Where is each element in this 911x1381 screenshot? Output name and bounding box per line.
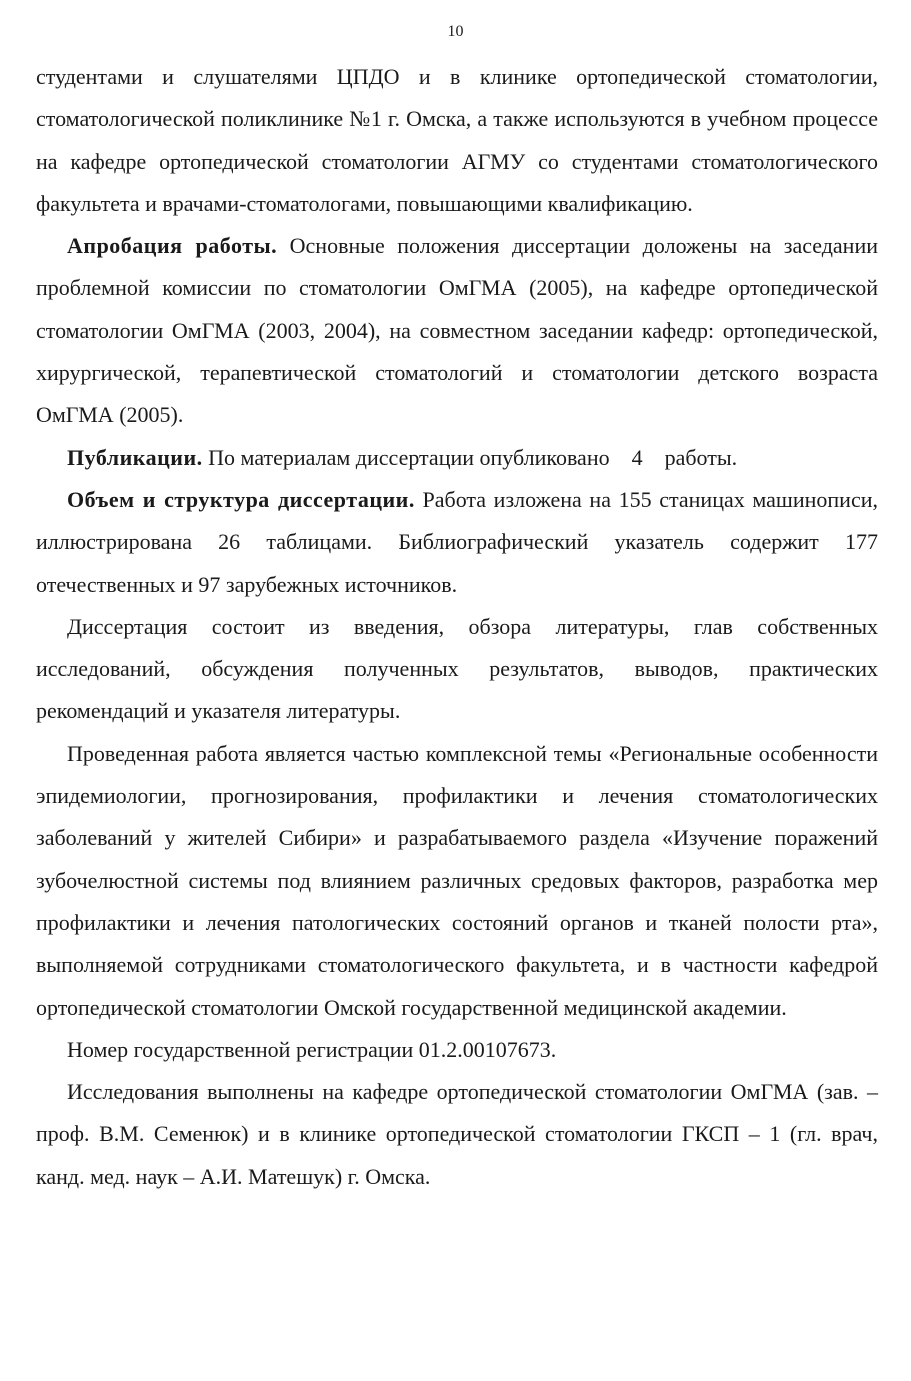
paragraph-structure (36, 479, 878, 606)
paragraph-approbation (36, 225, 878, 436)
paragraph-heading: Публикации. (67, 444, 203, 470)
paragraph-continuation (36, 56, 878, 225)
paragraph-text: По материалам диссертации опубликовано 4 работы. (202, 444, 738, 470)
paragraph-text: Номер государственной регистрации 01.2.00107673. (67, 1036, 557, 1062)
paragraph-publications (36, 437, 878, 479)
document-body (36, 56, 878, 1198)
paragraph-composition (36, 606, 878, 733)
paragraph-text: Проведенная работа является частью комплексной темы «Региональные особенности эпидемиологии, прогнозирования, профилактики и лечения стоматологических заболеваний у жителей Сибири» и разрабатываемого раздела «Изучение поражений зубочелюстной системы под влиянием различных средовых факторов, разработка мер профилактики и лечения патологических состояний органов и тканей полости рта», выполняемой сотрудниками стоматологического факультета, и в частности кафедрой ортопедической стоматологии Омской государственной медицинской академии. (36, 740, 878, 1020)
paragraph-text: Работа изложена на 155 станицах машинописи, иллюстрирована 26 таблицами. Библиографический указатель содержит 177 отечественных и 97 зарубежных источников. (36, 486, 878, 597)
paragraph-text: Основные положения диссертации доложены на заседании проблемной комиссии по стоматологии ОмГМА (2005), на кафедре ортопедической стоматологии ОмГМА (2003, 2004), на совместном заседании кафедр: ортопедической, хирургической, терапевтической стоматологий и стоматологии детского возраста ОмГМА (2005). (36, 233, 878, 428)
paragraph-text: студентами и слушателями ЦПДО и в клинике ортопедической стоматологии, стоматологической поликлинике №1 г. Омска, а также используются в учебном процессе на кафедре ортопедической стоматологии АГМУ со студентами стоматологического факультета и врачами-стоматологами, повышающими квалификацию. (36, 64, 878, 216)
paragraph-text: Исследования выполнены на кафедре ортопедической стоматологии ОмГМА (зав. – проф. В.М. Семенюк) и в клинике ортопедической стоматологии ГКСП – 1 (гл. врач, канд. мед. наук – А.И. Матешук) г. Омска. (36, 1079, 878, 1189)
paragraph-text: Диссертация состоит из введения, обзора литературы, глав собственных исследований, обсуждения полученных результатов, выводов, практических рекомендаций и указателя литературы. (36, 613, 878, 724)
paragraph-registration (36, 1029, 878, 1071)
page-number: 10 (447, 23, 464, 40)
paragraph-research-theme (36, 733, 878, 1029)
paragraph-research-location (36, 1071, 878, 1198)
paragraph-heading: Апробация работы. (67, 233, 278, 259)
paragraph-heading: Объем и структура диссертации. (67, 486, 415, 512)
